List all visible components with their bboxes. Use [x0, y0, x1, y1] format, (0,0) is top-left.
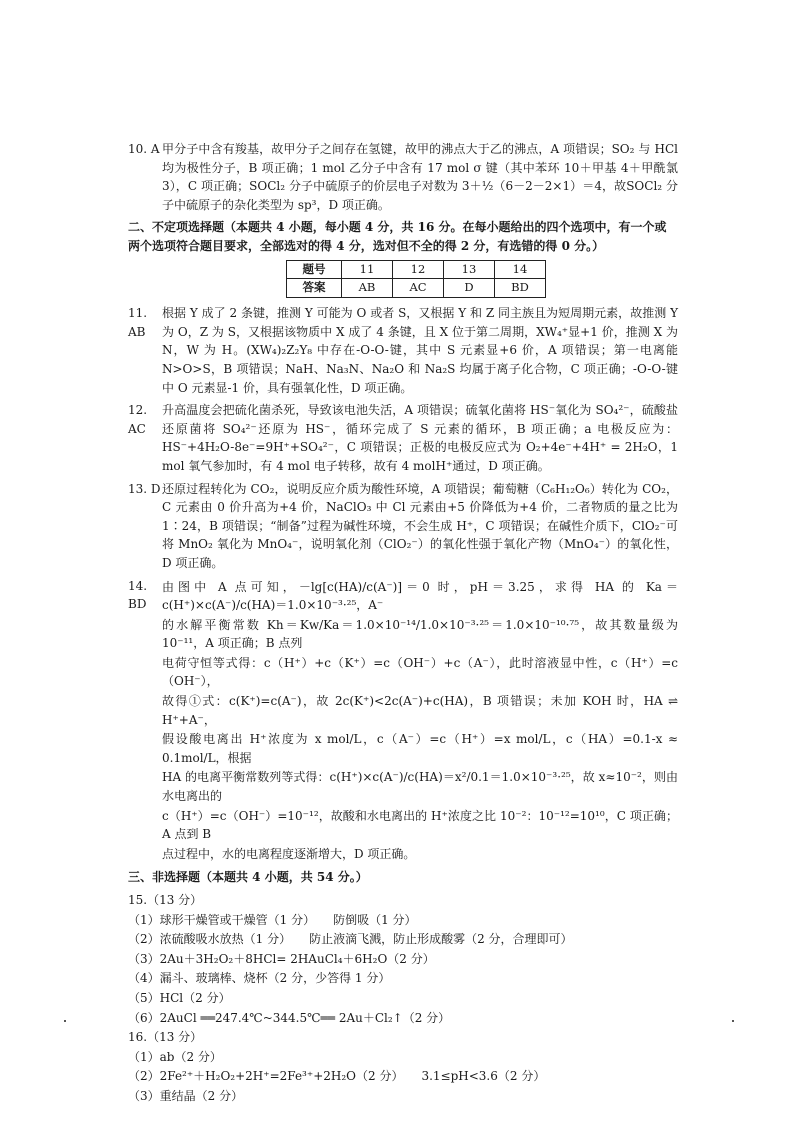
table-cell: AB — [342, 279, 393, 298]
answer-line: （1）球形干燥管或干燥管（1 分） 防倒吸（1 分） — [128, 912, 417, 927]
table-cell: 12 — [393, 260, 444, 279]
question-explanation: 升高温度会把硫化菌杀死，导致该电池失活，A 项错误；硫氧化菌将 HS⁻氧化为 SO₄²⁻，硫酸盐还原菌将 SO₄²⁻还原为 HS⁻，循环完成了 S 元素的循环，B 项正确；a 电极反应为：HS⁻+4H₂O-8e⁻=9H⁺+SO₄²⁻，C 项错误；正极的电极反应式为 O₂+4e⁻+4H⁺ = 2H₂O，1 mol 氧气参加时，有 4 mol 电子转移，故有 4 molH⁺通过，D 项正确。 — [162, 403, 678, 473]
answer-line: （2）2Fe²⁺＋H₂O₂+2H⁺=2Fe³⁺+2H₂O（2 分） 3.1≤pH<3.6（2 分） — [128, 1069, 546, 1084]
answer-line: （3）2Au＋3H₂O₂＋8HCl= 2HAuCl₄＋6H₂O（2 分） — [128, 951, 435, 966]
answer-line: （6）2AuCl ══247.4℃~344.5℃══ 2Au＋Cl₂↑（2 分） — [128, 1010, 451, 1025]
table-row — [287, 279, 546, 298]
answer-line: （2）浓硫酸吸水放热（1 分） 防止液滴飞溅，防止形成酸雾（2 分，合理即可） — [128, 932, 573, 947]
text-line: c（H⁺）=c（OH⁻）=10⁻¹²，故酸和水电离出的 H⁺浓度之比 10⁻²：10⁻¹²=10¹⁰，C 项正确；A 点到 B — [162, 808, 678, 842]
question-title: 16.（13 分） — [128, 1030, 203, 1045]
answer-line: （3）重结晶（2 分） — [128, 1088, 244, 1103]
question-number: 12. AC — [128, 403, 148, 436]
answer-key-page — [128, 140, 678, 1107]
answer-line: （5）HCl（2 分） — [128, 990, 231, 1005]
question-15 — [128, 891, 678, 1027]
answer-line: （1）ab（2 分） — [128, 1049, 222, 1064]
row-label: 题号 — [287, 260, 342, 279]
question-number: 13. D — [128, 481, 161, 496]
question-10 — [128, 140, 678, 214]
table-cell: BD — [495, 279, 546, 298]
text-line: 的水解平衡常数 Kh＝Kw/Ka＝1.0×10⁻¹⁴/1.0×10⁻³·²⁵＝1.0×10⁻¹⁰·⁷⁵，故其数量级为 10⁻¹¹，A 项正确；B 点列 — [162, 617, 678, 651]
question-number: 10. A — [128, 142, 160, 156]
text-line: 由图中 A 点可知，－lg[c(HA)/c(A⁻)]＝0 时，pH＝3.25，求得 HA 的 Ka＝c(H⁺)×c(A⁻)/c(HA)＝1.0×10⁻³·²⁵，A⁻ — [162, 579, 678, 613]
text-line: HA 的电离平衡常数列等式得：c(H⁺)×c(A⁻)/c(HA)＝x²/0.1＝1.0×10⁻³·²⁵，故 x≈10⁻²，则由水电离出的 — [162, 770, 678, 804]
question-explanation: 还原过程转化为 CO₂，说明反应介质为酸性环境，A 项错误；葡萄糖（C₆H₁₂O₆）转化为 CO₂，C 元素由 0 价升高为+4 价，NaClO₃ 中 Cl 元素由+5 价降低为+4 价，二者物质的量之比为 1∶24，B 项错误；“制备”过程为碱性环境，不会生成 H⁺，C 项错误；在碱性介质下，ClO₂⁻可将 MnO₂ 氧化为 MnO₄⁻，说明氧化剂（ClO₂⁻）的氧化性强于氧化产物（MnO₄⁻）的氧化性，D 项正确。 — [162, 481, 678, 570]
question-explanation — [162, 577, 678, 865]
text-line: 点过程中，水的电离程度逐渐增大，D 项正确。 — [162, 846, 416, 861]
question-explanation: 根据 Y 成了 2 条键，推测 Y 可能为 O 或者 S，又根据 Y 和 Z 同主族且为短周期元素，故推测 Y 为 O，Z 为 S，又根据该物质中 X 成了 4 条键，且 X 位于第二周期，XW₄⁺显+1 价，推测 X 为 N，W 为 H。(XW₄)₂Z₂Y₈ 中存在-O-O-键，其中 S 元素显+6 价，A 项错误；第一电离能 N>O>S，B 项错误；NaH、Na₃N、Na₂O 和 Na₂S 均属于离子化合物，C 项正确；-O-O-键中 O 元素显-1 价，具有强氧化性，D 项正确。 — [162, 306, 678, 395]
scan-speck — [732, 1020, 734, 1022]
question-number: 14. BD — [128, 578, 148, 612]
table-cell: D — [444, 279, 495, 298]
answer-line: （4）漏斗、玻璃棒、烧杯（2 分，少答得 1 分） — [128, 971, 391, 986]
question-explanation: 甲分子中含有羧基，故甲分子之间存在氢键，故甲的沸点大于乙的沸点，A 项错误；SO₂ 与 HCl 均为极性分子，B 项正确；1 mol 乙分子中含有 17 mol σ 键（其中苯环 10＋甲基 4＋甲酰氯 3），C 项正确；SOCl₂ 分子中硫原子的价层电子对数为 3＋½（6－2－2×1）＝4，故SOCl₂ 分子中硫原子的杂化类型为 sp³，D 项正确。 — [162, 142, 678, 212]
text-line: 假设酸电离出 H⁺浓度为 x mol/L，c（A⁻）=c（H⁺）=x mol/L，c（HA）=0.1-x ≈ 0.1mol/L，根据 — [162, 732, 678, 765]
table-cell: 14 — [495, 260, 546, 279]
table-cell: 13 — [444, 260, 495, 279]
section-2-heading: 二、不定项选择题（本题共 4 小题，每小题 4 分，共 16 分。在每小题给出的四个选项中，有一个或两个选项符合题目要求，全部选对的得 4 分，选对但不全的得 2 分，有选错的得 0 分。） — [128, 220, 667, 253]
text-line: 电荷守恒等式得：c（H⁺）+c（K⁺）=c（OH⁻）+c（A⁻），此时溶液显中性，c（H⁺）=c（OH⁻）， — [162, 655, 678, 689]
table-row — [287, 260, 546, 279]
row-label: 答案 — [287, 279, 342, 298]
scan-speck — [64, 1020, 66, 1022]
section-3-heading: 三、非选择题（本题共 4 小题，共 54 分。） — [128, 870, 368, 885]
question-14 — [128, 577, 678, 865]
text-line: 故得①式：c(K⁺)=c(A⁻)，故 2c(K⁺)<2c(A⁻)+c(HA)，B 项错误；未加 KOH 时，HA ⇌ H⁺+A⁻， — [162, 694, 678, 727]
question-16 — [128, 1028, 678, 1105]
question-number: 11. AB — [128, 306, 148, 339]
table-cell: 11 — [342, 260, 393, 279]
question-11 — [128, 304, 678, 397]
question-13 — [128, 480, 678, 573]
answer-table — [286, 260, 546, 299]
question-title: 15.（13 分） — [128, 893, 203, 907]
table-cell: AC — [393, 279, 444, 298]
question-12 — [128, 401, 678, 475]
